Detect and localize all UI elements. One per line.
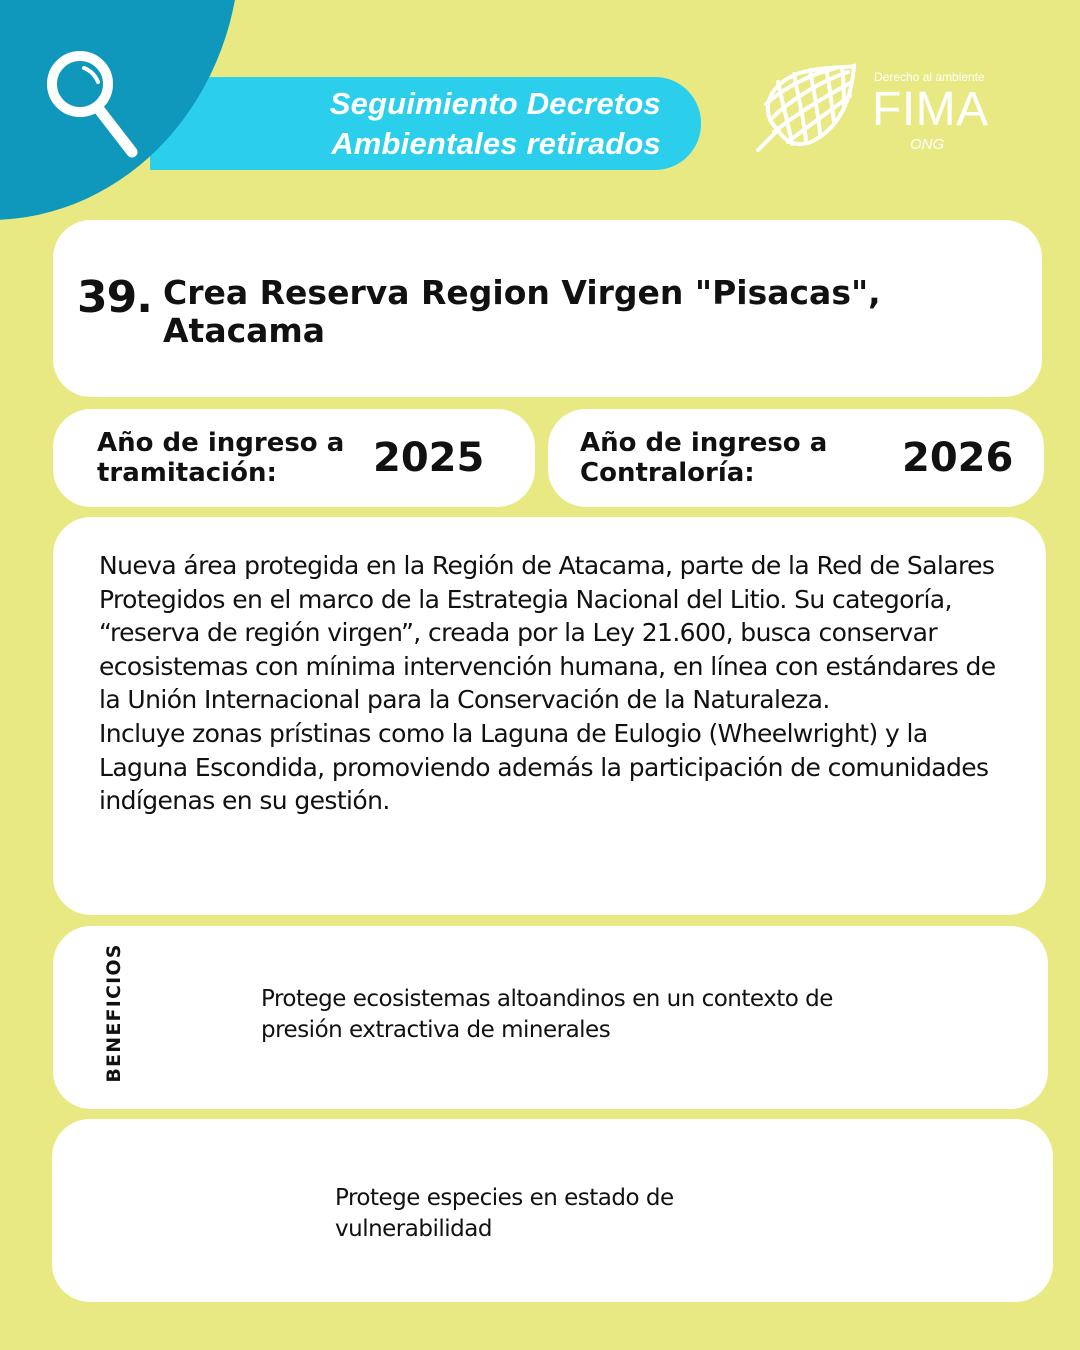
benefit-card: [52, 1119, 1053, 1302]
fima-logo: [748, 62, 1008, 158]
year-tramitacion-card: [53, 409, 535, 507]
banner-title-line-2: Ambientales retirados: [331, 125, 661, 161]
benefit-card: [53, 926, 1048, 1109]
year-contraloria-value: 2026: [902, 435, 1014, 481]
leaf-grid-icon: [748, 62, 860, 158]
logo-tagline: Derecho al ambiente: [874, 70, 985, 84]
logo-name: FIMA: [872, 83, 989, 136]
year-tramitacion-value: 2025: [373, 435, 485, 481]
benefit-text: Protege ecosistemas altoandinos en un contexto de presión extractiva de minerales: [261, 986, 833, 1043]
year-contraloria-label: Año de ingreso a Contraloría:: [580, 428, 828, 488]
description-card: [53, 517, 1046, 915]
header-banner: [150, 77, 701, 170]
benefit-text: Protege especies en estado de vulnerabilidad: [335, 1185, 674, 1242]
search-icon: [40, 46, 150, 161]
year-tramitacion-label: Año de ingreso a tramitación:: [97, 428, 345, 488]
logo-subtitle: ONG: [910, 136, 945, 153]
decree-title: Crea Reserva Region Virgen "Pisacas", Atacama: [163, 273, 881, 350]
year-contraloria-card: [548, 409, 1044, 507]
decree-number: 39.: [77, 272, 152, 323]
description-paragraph-1: Nueva área protegida en la Región de Atacama, parte de la Red de Salares Protegidos en el marco de la Estrategia Nacional del Litio. Su categoría, “reserva de región virgen”, creada por la Ley 21.600, busca conservar ecosistemas con mínima intervención humana, en línea con estándares de la Unión Internacional para la Conservación de la Naturaleza.: [99, 551, 996, 715]
banner-title-line-1: Seguimiento Decretos: [329, 85, 661, 121]
description-paragraph-2: Incluye zonas prístinas como la Laguna de Eulogio (Wheelwright) y la Laguna Escondida, promoviendo además la participación de comunidades indígenas en su gestión.: [99, 718, 989, 816]
decree-title-card: [53, 220, 1042, 397]
benefits-label-text: BENEFICIOS: [103, 943, 125, 1083]
description-text: [99, 549, 1009, 818]
